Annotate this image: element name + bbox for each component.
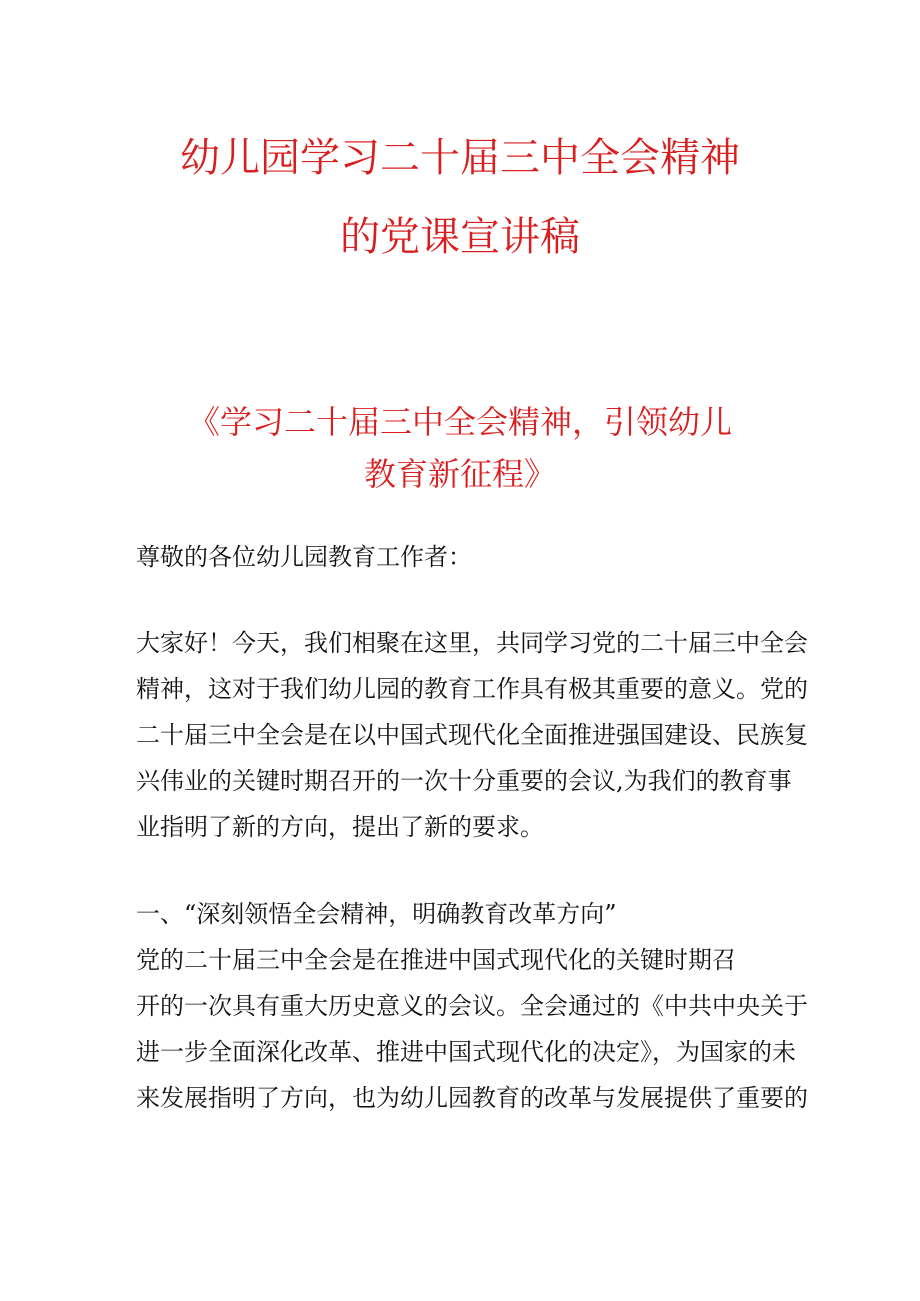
intro-line: 二十届三中全会是在以中国式现代化全面推进强国建设、民族复 — [136, 721, 808, 749]
section-heading: 一、“深刻领悟全会精神，明确教育改革方向” — [136, 900, 617, 928]
section-body-line: 进一步全面深化改革、推进中国式现代化的决定》，为国家的未 — [136, 1038, 796, 1066]
document-title-line-2: 的党课宣讲稿 — [340, 214, 580, 260]
speech-subtitle-line-2: 教育新征程》 — [363, 455, 556, 493]
intro-line: 精神，这对于我们幼儿园的教育工作具有极其重要的意义。党的 — [136, 675, 808, 703]
section-body-line: 来发展指明了方向，也为幼儿园教育的改革与发展提供了重要的 — [136, 1084, 808, 1112]
document-title-line-1: 幼儿园学习二十届三中全会精神 — [180, 135, 740, 181]
section-body-line: 党的二十届三中全会是在推进中国式现代化的关键时期召 — [136, 946, 736, 974]
salutation: 尊敬的各位幼儿园教育工作者： — [136, 543, 472, 571]
section-body-line: 开的一次具有重大历史意义的会议。全会通过的《中共中央关于 — [136, 992, 808, 1020]
speech-subtitle-line-1: 《学习二十届三中全会精神，引领幼儿 — [187, 403, 732, 441]
intro-line: 大家好！今天，我们相聚在这里，共同学习党的二十届三中全会 — [136, 629, 808, 657]
intro-line: 兴伟业的关键时期召开的一次十分重要的会议,为我们的教育事 — [136, 767, 792, 795]
intro-line: 业指明了新的方向，提出了新的要求。 — [136, 813, 544, 841]
